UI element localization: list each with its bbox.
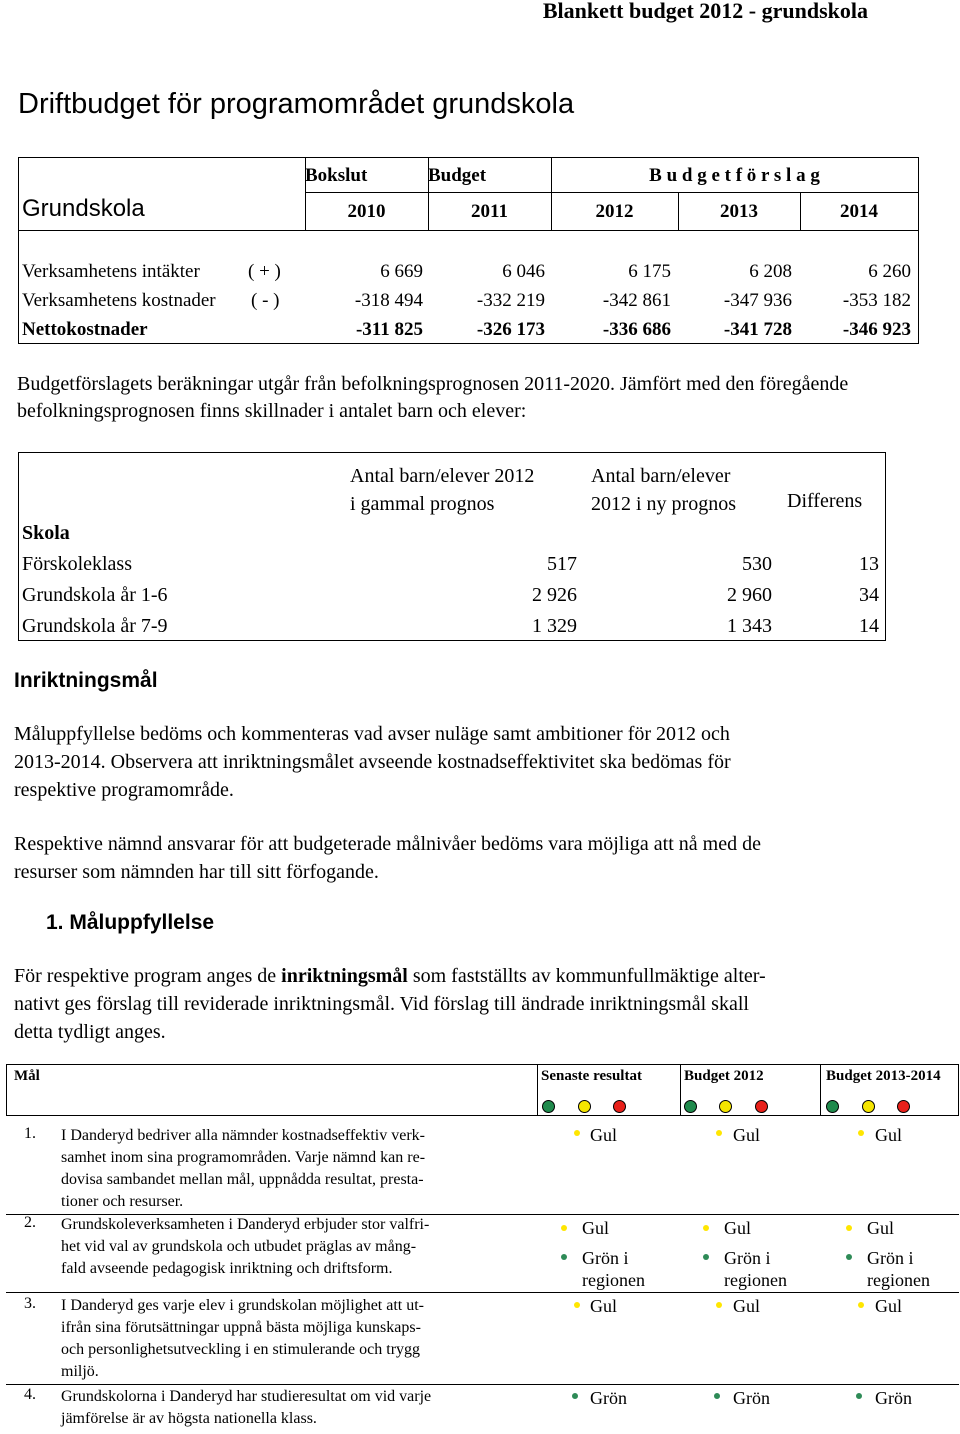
text-line: dovisa sambandet mellan mål, uppnådda resultat, presta- <box>61 1171 424 1188</box>
value-cell: -332 219 <box>476 290 545 311</box>
pupil-value: 530 <box>742 553 772 575</box>
text-line: och personlighetsutveckling i en stimulerande och trygg <box>61 1341 421 1358</box>
value-cell: -342 861 <box>602 290 671 311</box>
pupil-header-old <box>350 462 534 518</box>
value-cell: 6 208 <box>749 261 792 282</box>
value-cell: -311 825 <box>355 319 423 340</box>
value-cell: -346 923 <box>842 319 911 340</box>
status-green-icon <box>703 1254 709 1260</box>
text-line: nativt ges förslag till reviderade inriktningsmål. Vid förslag till ändrade inriktningsmål skall <box>14 993 749 1015</box>
inriktning-heading: Inriktningsmål <box>14 669 158 692</box>
goal-header-mal: Mål <box>14 1068 40 1084</box>
text-span: som fastställts av kommunfullmäktige alter- <box>407 965 766 987</box>
header-line: 2012 i ny prognos <box>591 493 736 515</box>
goal-header-budget2013: Budget 2013-2014 <box>826 1068 941 1084</box>
goal-text <box>61 1125 531 1213</box>
status-yellow-icon <box>846 1225 852 1231</box>
text-line: jämförelse är av högsta nationella klass. <box>61 1410 317 1427</box>
status-text: Gul <box>875 1296 902 1316</box>
year-2012: 2012 <box>595 201 634 222</box>
legend-green-icon <box>826 1100 839 1113</box>
pupil-value: 2 926 <box>532 584 577 606</box>
text-line: miljö. <box>61 1363 99 1380</box>
status-text: Gul <box>733 1296 760 1316</box>
row-label-intakter: Verksamhetens intäkter <box>22 261 200 282</box>
section-heading: 1. Måluppfyllelse <box>46 911 215 934</box>
legend-red-icon <box>897 1100 910 1113</box>
goal-header-senaste: Senaste resultat <box>541 1068 642 1084</box>
text-line: regionen <box>724 1270 787 1290</box>
pupil-value: 34 <box>859 584 879 606</box>
status-yellow-icon <box>716 1130 722 1136</box>
year-2013: 2013 <box>720 201 758 222</box>
text-line: het vid val av grundskola och utbudet präglas av mång- <box>61 1238 417 1255</box>
text-line: Grundskoleverksamheten i Danderyd erbjuder stor valfri- <box>61 1216 430 1233</box>
text-line: Måluppfyllelse bedöms och kommenteras vad avser nuläge samt ambitioner för 2012 och <box>14 723 730 745</box>
legend-red-icon <box>755 1100 768 1113</box>
text-span: För respektive program anges de <box>14 965 282 987</box>
text-line: fald avseende pedagogisk inriktning och driftsform. <box>61 1260 393 1277</box>
text-line: respektive programområde. <box>14 779 234 801</box>
legend-red-icon <box>613 1100 626 1113</box>
status-yellow-icon <box>574 1130 580 1136</box>
legend-yellow-icon <box>862 1100 875 1113</box>
status-yellow-icon <box>716 1302 722 1308</box>
col-header-budget: Budget <box>428 165 487 186</box>
goal-text <box>61 1295 531 1383</box>
pupil-value: 2 960 <box>727 584 772 606</box>
inriktning-para2 <box>14 830 914 886</box>
status-text: Gul <box>724 1218 751 1238</box>
row-label-netto: Nettokostnader <box>22 319 148 340</box>
status-text: Grön <box>875 1388 912 1408</box>
col-header-bokslut: Bokslut <box>305 165 368 186</box>
status-text: Gul <box>867 1218 894 1238</box>
header-line: Antal barn/elever <box>591 465 731 487</box>
form-title: Blankett budget 2012 - grundskola <box>542 0 868 23</box>
col-header-budgetforslag: B u d g e t f ö r s l a g <box>649 165 820 186</box>
status-yellow-icon <box>703 1225 709 1231</box>
text-line: Grön i <box>724 1248 771 1268</box>
value-cell: -341 728 <box>723 319 792 340</box>
value-cell: -318 494 <box>354 290 423 311</box>
legend-green-icon <box>542 1100 555 1113</box>
value-cell: 6 260 <box>868 261 911 282</box>
text-line: Respektive nämnd ansvarar för att budgeterade målnivåer bedöms vara möjliga att nå med de <box>14 833 761 855</box>
pupil-row-label: Förskoleklass <box>22 553 132 575</box>
text-line: detta tydligt anges. <box>14 1021 166 1043</box>
year-2010: 2010 <box>347 201 386 222</box>
status-green-icon <box>856 1393 862 1399</box>
pupil-header-new <box>591 462 736 518</box>
status-text: Grön <box>733 1388 770 1408</box>
status-text <box>582 1247 645 1291</box>
status-yellow-icon <box>574 1302 580 1308</box>
status-green-icon <box>714 1393 720 1399</box>
text-line: ifrån sina förutsättningar uppnå bästa möjliga kunskaps- <box>61 1319 421 1336</box>
goal-number: 3. <box>24 1295 36 1312</box>
text-line: Grundskolorna i Danderyd har studieresultat om vid varje <box>61 1388 432 1405</box>
header-line: Antal barn/elever 2012 <box>350 465 535 487</box>
text-line: 2013-2014. Observera att inriktningsmålet avseende kostnadseffektivitet ska bedömas för <box>14 751 731 773</box>
text-line: Grön i <box>582 1248 629 1268</box>
year-2011: 2011 <box>471 201 508 222</box>
budget-row-label: Grundskola <box>22 195 145 222</box>
text-span-bold: inriktningsmål <box>281 965 408 987</box>
value-cell: -353 182 <box>842 290 911 311</box>
status-text <box>867 1247 930 1291</box>
year-2014: 2014 <box>840 201 878 222</box>
legend-yellow-icon <box>578 1100 591 1113</box>
value-cell: -336 686 <box>602 319 671 340</box>
text-line: regionen <box>582 1270 645 1290</box>
status-text: Grön <box>590 1388 627 1408</box>
text-line: tioner och resurser. <box>61 1193 184 1210</box>
status-yellow-icon <box>858 1130 864 1136</box>
row-sign-intakter: ( + ) <box>248 261 281 282</box>
legend-green-icon <box>684 1100 697 1113</box>
row-label-kostnader: Verksamhetens kostnader <box>22 290 216 311</box>
inriktning-para1 <box>14 720 914 804</box>
value-cell: 6 046 <box>502 261 545 282</box>
pupil-row-header: Skola <box>22 522 70 544</box>
pupil-value: 1 343 <box>727 615 772 637</box>
text-line: resurser som nämnden har till sitt förfogande. <box>14 861 379 883</box>
status-yellow-icon <box>561 1225 567 1231</box>
pupil-value: 517 <box>547 553 577 575</box>
status-green-icon <box>846 1254 852 1260</box>
status-text: Gul <box>590 1125 617 1145</box>
value-cell: 6 175 <box>628 261 671 282</box>
goal-number: 1. <box>24 1125 36 1142</box>
value-cell: 6 669 <box>380 261 423 282</box>
goal-text <box>61 1386 531 1430</box>
text-line: I Danderyd ges varje elev i grundskolan möjlighet att ut- <box>61 1297 425 1314</box>
page-title: Driftbudget för programområdet grundskola <box>18 88 575 120</box>
status-text: Gul <box>733 1125 760 1145</box>
status-green-icon <box>561 1254 567 1260</box>
header-line: i gammal prognos <box>350 493 495 515</box>
text-line: Grön i <box>867 1248 914 1268</box>
text-line: I Danderyd bedriver alla nämnder kostnadseffektiv verk- <box>61 1127 426 1144</box>
goal-header-budget2012: Budget 2012 <box>684 1068 764 1084</box>
pupil-value: 13 <box>859 553 879 575</box>
section-paragraph <box>14 962 934 1046</box>
pupil-value: 14 <box>859 615 879 637</box>
text-line: regionen <box>867 1270 930 1290</box>
text-line: samhet inom sina programområden. Varje nämnd kan re- <box>61 1149 426 1166</box>
goal-text <box>61 1214 531 1280</box>
pupil-row-label: Grundskola år 1-6 <box>22 584 168 606</box>
value-cell: -347 936 <box>723 290 792 311</box>
row-sign-kostnader: ( - ) <box>251 290 280 311</box>
intro-paragraph: Budgetförslagets beräkningar utgår från befolkningsprognosen 2011-2020. Jämfört med den föregående befolkningsprognosen finns skillnader i antalet barn och elever: <box>17 373 849 422</box>
pupil-row-label: Grundskola år 7-9 <box>22 615 168 637</box>
goal-number: 4. <box>24 1386 36 1403</box>
value-cell: -326 173 <box>476 319 545 340</box>
status-green-icon <box>572 1393 578 1399</box>
status-text: Gul <box>590 1296 617 1316</box>
status-text: Gul <box>875 1125 902 1145</box>
goal-number: 2. <box>24 1214 36 1231</box>
status-text: Gul <box>582 1218 609 1238</box>
pupil-header-diff: Differens <box>787 490 863 512</box>
status-text <box>724 1247 787 1291</box>
status-yellow-icon <box>858 1302 864 1308</box>
legend-yellow-icon <box>719 1100 732 1113</box>
text-line <box>14 962 934 990</box>
pupil-value: 1 329 <box>532 615 577 637</box>
